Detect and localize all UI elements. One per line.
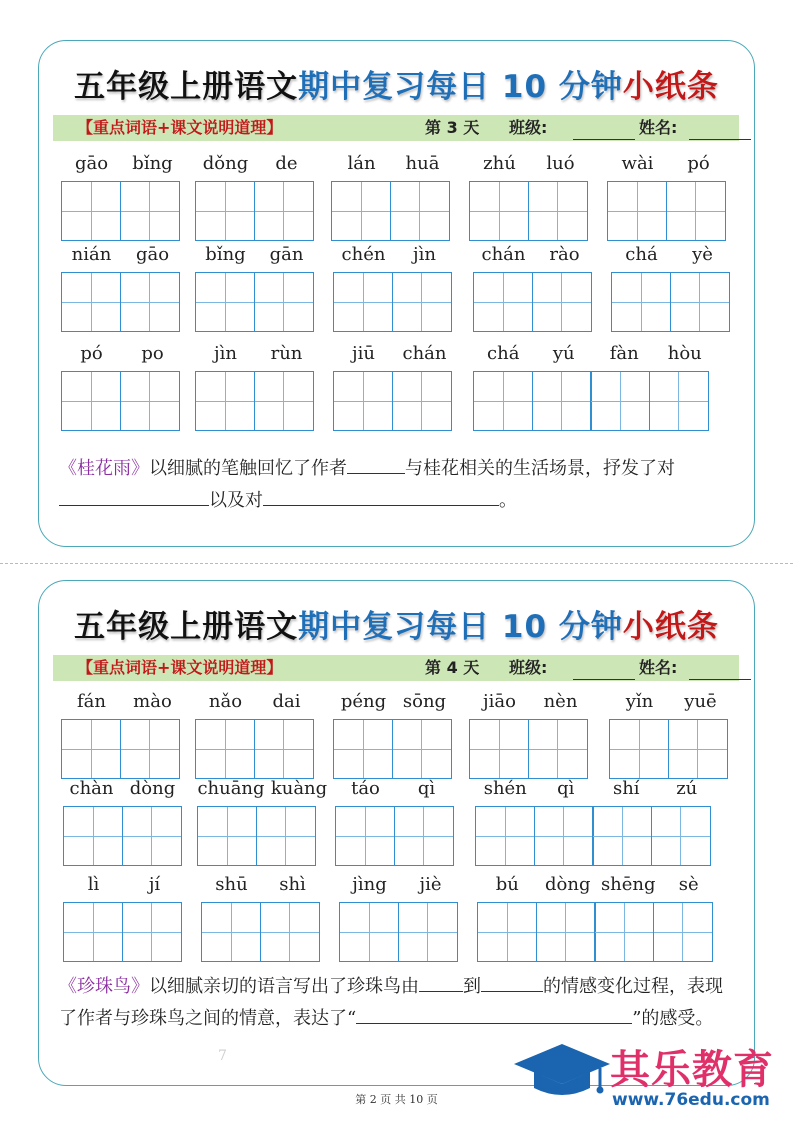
writing-cell[interactable] [532, 272, 592, 332]
pinyin-syllable: chá [487, 343, 520, 364]
pinyin-syllable: hòu [667, 343, 702, 364]
card-title [39, 601, 754, 646]
title-part1: 五年级上册语文 [74, 69, 299, 105]
question-text: 以细腻的笔触回忆了作者 [149, 458, 347, 479]
writing-cell[interactable] [339, 902, 399, 962]
pinyin-line [611, 244, 733, 268]
pinyin-syllable: lì [87, 874, 100, 895]
writing-cell[interactable] [120, 371, 180, 431]
writing-cell[interactable] [197, 806, 257, 866]
pinyin-line [607, 153, 729, 177]
pinyin-line [195, 691, 317, 715]
question-text: 以细腻亲切的语言写出了珍珠鸟由 [149, 976, 419, 997]
pinyin-syllable: de [275, 153, 298, 174]
writing-cell[interactable] [120, 719, 180, 779]
writing-cell[interactable] [195, 371, 255, 431]
writing-cell[interactable] [254, 181, 314, 241]
question-text: 与桂花相关的生活场景，抒发了对 [405, 458, 675, 479]
pinyin-line [469, 691, 591, 715]
pinyin-syllable: yú [552, 343, 575, 364]
writing-cell[interactable] [473, 371, 533, 431]
writing-cell[interactable] [122, 806, 182, 866]
writing-cell[interactable] [590, 371, 650, 431]
pinyin-syllable: gān [269, 244, 304, 265]
writing-cell[interactable] [256, 806, 316, 866]
title-part2: 期中复习每日 10 分钟 [298, 69, 623, 105]
pinyin-line [201, 874, 323, 898]
pinyin-syllable: chán [481, 244, 526, 265]
pinyin-line [61, 778, 183, 802]
pinyin-line [195, 244, 317, 268]
pinyin-syllable: nèn [543, 691, 578, 712]
pinyin-line [477, 874, 719, 898]
pinyin-syllable: zhú [483, 153, 516, 174]
pinyin-line [335, 778, 457, 802]
pinyin-syllable: chén [341, 244, 386, 265]
pinyin-syllable: jìng [352, 874, 387, 895]
worksheet-card-day3 [38, 40, 755, 547]
writing-cell[interactable] [611, 272, 671, 332]
question-text: 到 [463, 976, 481, 997]
header-band [53, 655, 739, 681]
writing-cell[interactable] [335, 806, 395, 866]
writing-cell[interactable] [390, 181, 450, 241]
pinyin-syllable: po [141, 343, 164, 364]
day-label: 第 3 天 [425, 118, 480, 137]
writing-cell[interactable] [392, 719, 452, 779]
writing-cell[interactable] [536, 902, 596, 962]
title-part1: 五年级上册语文 [74, 609, 299, 645]
pinyin-syllable: bǐng [132, 153, 173, 174]
pinyin-syllable: nǎo [208, 691, 243, 712]
pinyin-line [61, 691, 183, 715]
pinyin-syllable: qì [557, 778, 575, 799]
writing-cell[interactable] [254, 272, 314, 332]
writing-cell[interactable] [120, 181, 180, 241]
writing-cell[interactable] [528, 181, 588, 241]
pinyin-syllable: chá [625, 244, 658, 265]
class-blank[interactable] [573, 139, 635, 140]
pinyin-syllable: shí [612, 778, 640, 799]
writing-cell[interactable] [469, 719, 529, 779]
writing-cell[interactable] [195, 181, 255, 241]
pinyin-syllable: yuē [684, 691, 717, 712]
pinyin-syllable: fàn [609, 343, 639, 364]
question-text: 以及对 [209, 490, 263, 511]
name-blank[interactable] [689, 679, 751, 680]
pinyin-syllable: qì [417, 778, 436, 799]
title-part3: 小纸条 [622, 609, 719, 645]
pinyin-syllable: shì [279, 874, 306, 895]
class-blank[interactable] [573, 679, 635, 680]
name-blank[interactable] [689, 139, 751, 140]
writing-cell[interactable] [333, 371, 393, 431]
pinyin-syllable: sōng [402, 691, 447, 712]
writing-cell[interactable] [201, 902, 261, 962]
name-label: 姓名: [639, 658, 678, 677]
pinyin-syllable: shēng [600, 874, 656, 895]
writing-cell[interactable] [609, 719, 669, 779]
pinyin-syllable: rào [549, 244, 580, 265]
title-part3: 小纸条 [622, 69, 719, 105]
brand-url: www.76edu.com [612, 1090, 770, 1110]
pinyin-syllable: bú [495, 874, 519, 895]
pinyin-syllable: shū [215, 874, 248, 895]
writing-cell[interactable] [394, 806, 454, 866]
pinyin-line [61, 244, 183, 268]
pinyin-line [469, 153, 591, 177]
question-text: ”的感受。 [632, 1008, 714, 1029]
pinyin-syllable: chàn [69, 778, 114, 799]
pinyin-line [195, 153, 317, 177]
writing-cell[interactable] [670, 272, 730, 332]
pinyin-line [333, 691, 455, 715]
day-label: 第 4 天 [425, 658, 480, 677]
writing-cell[interactable] [254, 371, 314, 431]
writing-cell[interactable] [651, 806, 711, 866]
writing-cell[interactable] [594, 902, 654, 962]
brand-logo[interactable] [512, 1036, 787, 1114]
pinyin-syllable: pó [80, 343, 103, 364]
band-label: 【重点词语+课文说明道理】 [77, 118, 283, 137]
pinyin-syllable: chán [402, 343, 447, 364]
name-label: 姓名: [639, 118, 678, 137]
answer-blank[interactable] [419, 972, 463, 992]
writing-cell[interactable] [122, 902, 182, 962]
pinyin-syllable: lán [347, 153, 376, 174]
pinyin-line [195, 343, 317, 367]
writing-cell[interactable] [333, 272, 393, 332]
writing-cell[interactable] [473, 272, 533, 332]
faint-mark: 7 [218, 1048, 227, 1064]
pinyin-syllable: jí [148, 874, 161, 895]
pinyin-syllable: táo [351, 778, 380, 799]
writing-cell[interactable] [475, 806, 535, 866]
writing-cell[interactable] [254, 719, 314, 779]
pinyin-syllable: jìn [214, 343, 237, 364]
writing-cell[interactable] [668, 719, 728, 779]
writing-cell[interactable] [195, 719, 255, 779]
pinyin-syllable: mào [133, 691, 172, 712]
writing-cell[interactable] [260, 902, 320, 962]
writing-cell[interactable] [534, 806, 594, 866]
pinyin-syllable: yǐn [625, 691, 654, 712]
pinyin-line [333, 343, 455, 367]
pinyin-syllable: dǒng [202, 153, 249, 174]
question-text: 的情感变化过程，表现了作者与珍珠鸟之间的情意，表达了“ [59, 976, 723, 1029]
pinyin-syllable: dòng [545, 874, 591, 895]
pinyin-syllable: luó [546, 153, 575, 174]
writing-cell[interactable] [398, 902, 458, 962]
pinyin-line [197, 778, 333, 802]
pinyin-syllable: wài [621, 153, 654, 174]
writing-cell[interactable] [649, 371, 709, 431]
pinyin-syllable: sè [678, 874, 699, 895]
pinyin-syllable: jiāo [483, 691, 516, 712]
title-part2: 期中复习每日 10 分钟 [298, 609, 623, 645]
question-text: 。 [499, 490, 517, 511]
page-footer: 第 2 页 共 10 页 [355, 1093, 438, 1106]
writing-cell[interactable] [333, 719, 393, 779]
pinyin-syllable: huā [405, 153, 440, 174]
answer-blank[interactable] [263, 486, 499, 506]
pinyin-syllable: nián [71, 244, 112, 265]
pinyin-line [473, 244, 595, 268]
pinyin-syllable: péng [340, 691, 387, 712]
pinyin-syllable: gāo [135, 244, 170, 265]
pinyin-syllable: kuàng [270, 778, 328, 799]
pinyin-syllable: yè [692, 244, 713, 265]
writing-cell[interactable] [469, 181, 529, 241]
writing-cell[interactable] [392, 371, 452, 431]
pinyin-line [473, 343, 715, 367]
writing-cell[interactable] [666, 181, 726, 241]
pinyin-syllable: dòng [129, 778, 176, 799]
pinyin-line [61, 343, 183, 367]
worksheet-card-day4 [38, 580, 755, 1086]
answer-blank[interactable] [59, 486, 209, 506]
pinyin-syllable: gāo [74, 153, 109, 174]
class-label: 班级: [509, 118, 548, 137]
class-label: 班级: [509, 658, 548, 677]
pinyin-syllable: jiū [352, 343, 375, 364]
writing-cell[interactable] [61, 181, 121, 241]
pinyin-syllable: rùn [270, 343, 303, 364]
pinyin-syllable: chuāng [197, 778, 265, 799]
reading-question [59, 453, 739, 517]
answer-blank[interactable] [356, 1004, 588, 1024]
pinyin-syllable: fán [77, 691, 106, 712]
reading-question [59, 971, 739, 1035]
answer-blank[interactable] [588, 1004, 632, 1024]
book-title: 《桂花雨》 [59, 458, 149, 479]
pinyin-line [339, 874, 461, 898]
writing-cell[interactable] [63, 806, 123, 866]
writing-cell[interactable] [331, 181, 391, 241]
pinyin-line [609, 691, 731, 715]
writing-cell[interactable] [392, 272, 452, 332]
writing-cell[interactable] [592, 806, 652, 866]
pinyin-syllable: zú [676, 778, 698, 799]
pinyin-syllable: dai [272, 691, 301, 712]
writing-cell[interactable] [532, 371, 592, 431]
writing-cell[interactable] [61, 272, 121, 332]
pinyin-syllable: shén [483, 778, 527, 799]
brand-name: 其乐教育 [610, 1047, 774, 1093]
writing-cell[interactable] [607, 181, 667, 241]
writing-cell[interactable] [477, 902, 537, 962]
page-divider [0, 563, 793, 564]
pinyin-syllable: bǐng [205, 244, 246, 265]
pinyin-line [61, 153, 183, 177]
graduation-cap-icon [512, 1042, 612, 1102]
header-band [53, 115, 739, 141]
writing-cell[interactable] [63, 902, 123, 962]
book-title: 《珍珠鸟》 [59, 976, 149, 997]
pinyin-line [475, 778, 717, 802]
pinyin-syllable: jiè [419, 874, 442, 895]
answer-blank[interactable] [481, 972, 543, 992]
writing-cell[interactable] [61, 719, 121, 779]
writing-cell[interactable] [528, 719, 588, 779]
pinyin-line [331, 153, 453, 177]
writing-cell[interactable] [195, 272, 255, 332]
answer-blank[interactable] [347, 454, 405, 474]
pinyin-syllable: jìn [413, 244, 436, 265]
pinyin-syllable: pó [687, 153, 710, 174]
writing-cell[interactable] [120, 272, 180, 332]
card-title [39, 61, 754, 106]
writing-cell[interactable] [61, 371, 121, 431]
pinyin-line [63, 874, 185, 898]
pinyin-line [333, 244, 455, 268]
band-label: 【重点词语+课文说明道理】 [77, 658, 283, 677]
writing-cell[interactable] [653, 902, 713, 962]
